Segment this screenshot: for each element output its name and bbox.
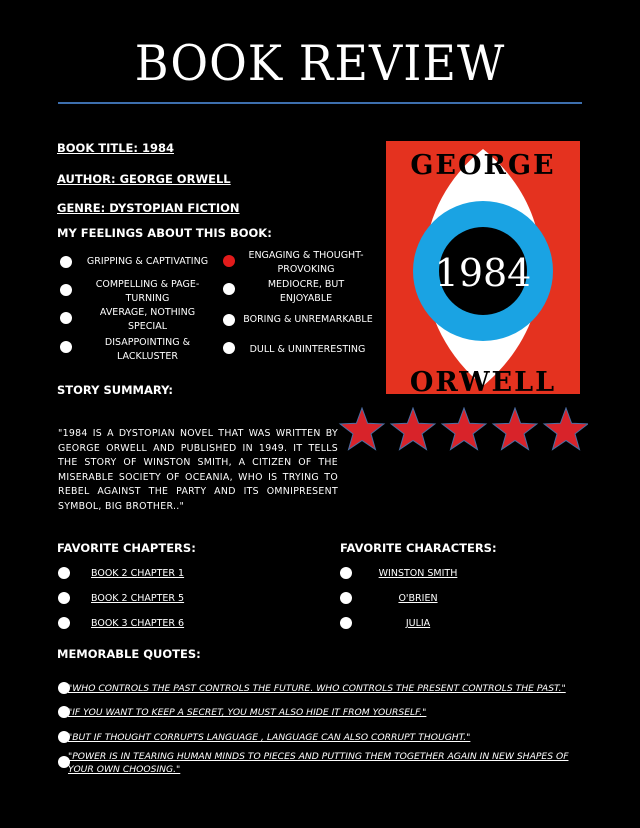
chapters-heading: FAVORITE CHAPTERS: [57,541,196,555]
feeling-radio-gripping[interactable] [60,256,72,268]
chapter-bullet [58,617,70,629]
characters-heading: FAVORITE CHARACTERS: [340,541,497,555]
chapter-bullet [58,567,70,579]
rating-stars [338,407,588,455]
feeling-option-label: GRIPPING & CAPTIVATING [86,256,209,267]
character-bullet [340,617,352,629]
character-link[interactable]: WINSTON SMITH [378,568,458,579]
feeling-option-label: ENGAGING & THOUGHT-PROVOKING [248,250,364,275]
feeling-option-label: MEDIOCRE, BUT ENJOYABLE [267,279,345,304]
book-title-field: BOOK TITLE: 1984 [57,141,174,155]
feeling-radio-engaging-selected[interactable] [223,255,235,267]
genre-field: GENRE: DYSTOPIAN FICTION [57,201,240,215]
cover-author-last: ORWELL [409,367,557,394]
title-divider [58,102,582,104]
chapter-link[interactable]: BOOK 3 CHAPTER 6 [91,618,185,629]
feeling-radio-dull[interactable] [223,342,235,354]
summary-text: "1984 IS A DYSTOPIAN NOVEL THAT WAS WRITTEN BY GEORGE ORWELL AND PUBLISHED IN 1949. IT TELLS THE STORY OF WINSTON SMITH, A CITIZEN OF THE MISERABLE SOCIETY OF OCEANIA, WHO IS TRYING TO REBEL AGAINST THE PARTY AND ITS OMNIPRESENT SYMBOL, BIG BROTHER.." [58,428,338,512]
feeling-option-label: DISAPPOINTING & LACKLUSTER [104,337,191,362]
rating-star-icon [544,408,588,450]
quote-text: "WHO CONTROLS THE PAST CONTROLS THE FUTURE. WHO CONTROLS THE PRESENT CONTROLS THE PAST." [68,683,566,694]
author-field: AUTHOR: GEORGE ORWELL [57,172,231,186]
book-cover-art [386,141,580,394]
book-cover-image [386,141,580,394]
quote-text: "POWER IS IN TEARING HUMAN MINDS TO PIECES AND PUTTING THEM TOGETHER AGAIN IN NEW SHAPES OF YOUR OWN CHOOSING." [68,751,569,775]
chapter-link[interactable]: BOOK 2 CHAPTER 5 [91,593,185,604]
summary-heading: STORY SUMMARY: [57,383,174,397]
feelings-heading: MY FEELINGS ABOUT THIS BOOK: [57,226,272,240]
rating-star-icon [391,408,435,450]
chapter-link[interactable]: BOOK 2 CHAPTER 1 [91,568,185,579]
feeling-radio-disappointing[interactable] [60,341,72,353]
character-bullet [340,567,352,579]
feeling-option-label: AVERAGE, NOTHING SPECIAL [99,307,196,332]
cover-author-first: GEORGE [410,150,556,181]
chapter-bullet [58,592,70,604]
feeling-radio-boring[interactable] [223,314,235,326]
cover-title: 1984 [434,251,532,295]
quote-text: "BUT IF THOUGHT CORRUPTS LANGUAGE , LANGUAGE CAN ALSO CORRUPT THOUGHT." [68,732,471,743]
feeling-option-label: COMPELLING & PAGE-TURNING [95,279,200,304]
character-link[interactable]: O'BRIEN [398,593,438,604]
rating-star-icon [340,408,384,450]
feeling-radio-mediocre[interactable] [223,283,235,295]
quote-text: "IF YOU WANT TO KEEP A SECRET, YOU MUST ALSO HIDE IT FROM YOURSELF." [68,707,427,718]
rating-star-icon [442,408,486,450]
feeling-option-label: BORING & UNREMARKABLE [243,314,373,325]
character-link[interactable]: JULIA [405,618,431,629]
feeling-radio-average[interactable] [60,312,72,324]
rating-star-icon [493,408,537,450]
feeling-radio-compelling[interactable] [60,284,72,296]
feeling-option-label: DULL & UNINTERESTING [249,344,366,355]
quotes-heading: MEMORABLE QUOTES: [57,647,201,661]
page-title: BOOK REVIEW [134,34,506,92]
character-bullet [340,592,352,604]
